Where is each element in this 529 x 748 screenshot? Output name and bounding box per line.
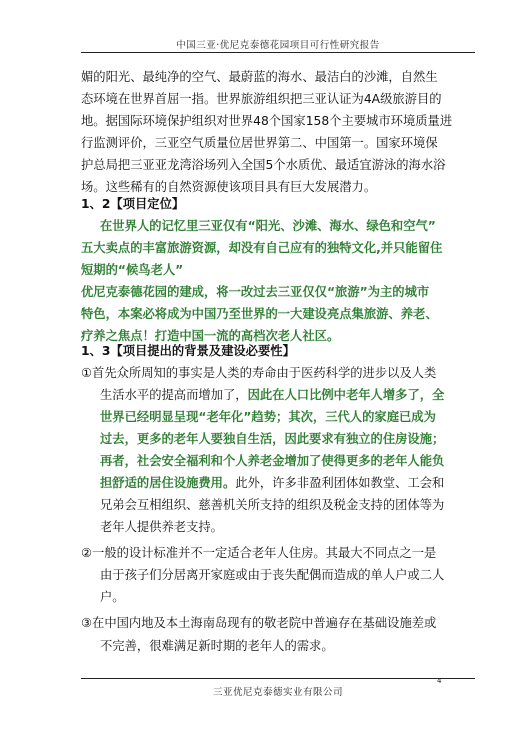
list-item-line [100, 387, 444, 404]
list-item-line: 老年人提供养老支持。 [100, 520, 223, 534]
list-item-line: 户。 [100, 590, 125, 604]
list-item-line: ③在中国内地及本土海南岛现有的敬老院中普遍存在基础设施差或 [81, 616, 437, 630]
plain-text: 此外，许多非盈利团体如教堂、工会和 [235, 476, 445, 490]
emphasis-line: 过去，更多的老年人要独自生活，因此要求有独立的住房设施； [100, 432, 445, 446]
footer-company-name: 三亚优尼克泰德实业有限公司 [212, 687, 343, 698]
emphasis-line: 世界已经明显呈现“老年化”趋势；其次，三代人的家庭已成为 [100, 410, 436, 424]
paragraph-line: 媚的阳光、最纯净的空气、最蔚蓝的海水、最洁白的沙滩，自然生 [81, 70, 438, 84]
emphasis-line: 在世界人的记忆里三亚仅有“阳光、沙滩、海水、绿色和空气” [100, 219, 436, 233]
list-item-line: 兄弟会互相组织、慈善机关所支持的组织及税金支持的团体等为 [100, 498, 445, 512]
list-item-line: 由于孩子们分居离开家庭或由于丧失配偶而造成的单人户或二人 [100, 568, 445, 582]
paragraph-line: 场。这些稀有的自然资源使该项目具有巨大发展潜力。 [81, 180, 377, 194]
emphasis-line: 再者，社会安全福利和个人养老金增加了使得更多的老年人能负 [100, 454, 445, 468]
list-item-line: ②一般的设计标准并不一定适合老年人住房。其最大不同点之一是 [81, 546, 437, 560]
page-number: 4 [437, 677, 442, 685]
emphasis-line: 优尼克泰德花园的建成，将一改过去三亚仅仅“旅游”为主的城市 [81, 285, 430, 299]
section-heading-positioning: 1、2【项目定位】 [81, 197, 185, 211]
list-item-line: 不完善，很难满足新时期的老年人的需求。 [100, 639, 334, 653]
footer-rule [81, 678, 475, 679]
emphasis-text: 因此在人口比例中老年人增多了，全 [247, 388, 445, 402]
paragraph-line: 态环境在世界首屈一指。世界旅游组织把三亚认证为4A级旅游目的 [81, 92, 442, 106]
list-item-line [100, 475, 444, 492]
emphasis-line: 五大卖点的丰富旅游资源，却没有自己应有的独特文化,并只能留住 [81, 241, 443, 255]
plain-text: 生活水平的提高而增加了， [100, 388, 248, 402]
list-item-line: ①首先众所周知的事实是人类的寿命由于医药科学的进步以及人类 [81, 366, 437, 380]
emphasis-text: 担舒适的居住设施费用。 [100, 476, 236, 490]
paragraph-line: 护总局把三亚亚龙湾浴场列入全国5个水质优、最适宜游泳的海水浴 [81, 158, 446, 172]
emphasis-line: 短期的“候鸟老人” [81, 263, 184, 277]
paragraph-line: 行监测评价，三亚空气质量位居世界第二、中国第一。国家环境保 [81, 136, 438, 150]
paragraph-line: 地。据国际环境保护组织对世界48个国家158个主要城市环境质量进 [81, 114, 453, 128]
section-heading-background: 1、3【项目提出的背景及建设必要性】 [81, 344, 295, 358]
emphasis-line: 疗养之焦点！打造中国一流的高档次老人社区。 [81, 329, 340, 343]
page-header-title: 中国三亚·优尼克泰德花园项目可行性研究报告 [176, 40, 380, 51]
emphasis-line: 特色，本案必将成为中国乃至世界的一大建设亮点集旅游、养老、 [81, 307, 438, 321]
header-rule [81, 52, 475, 53]
